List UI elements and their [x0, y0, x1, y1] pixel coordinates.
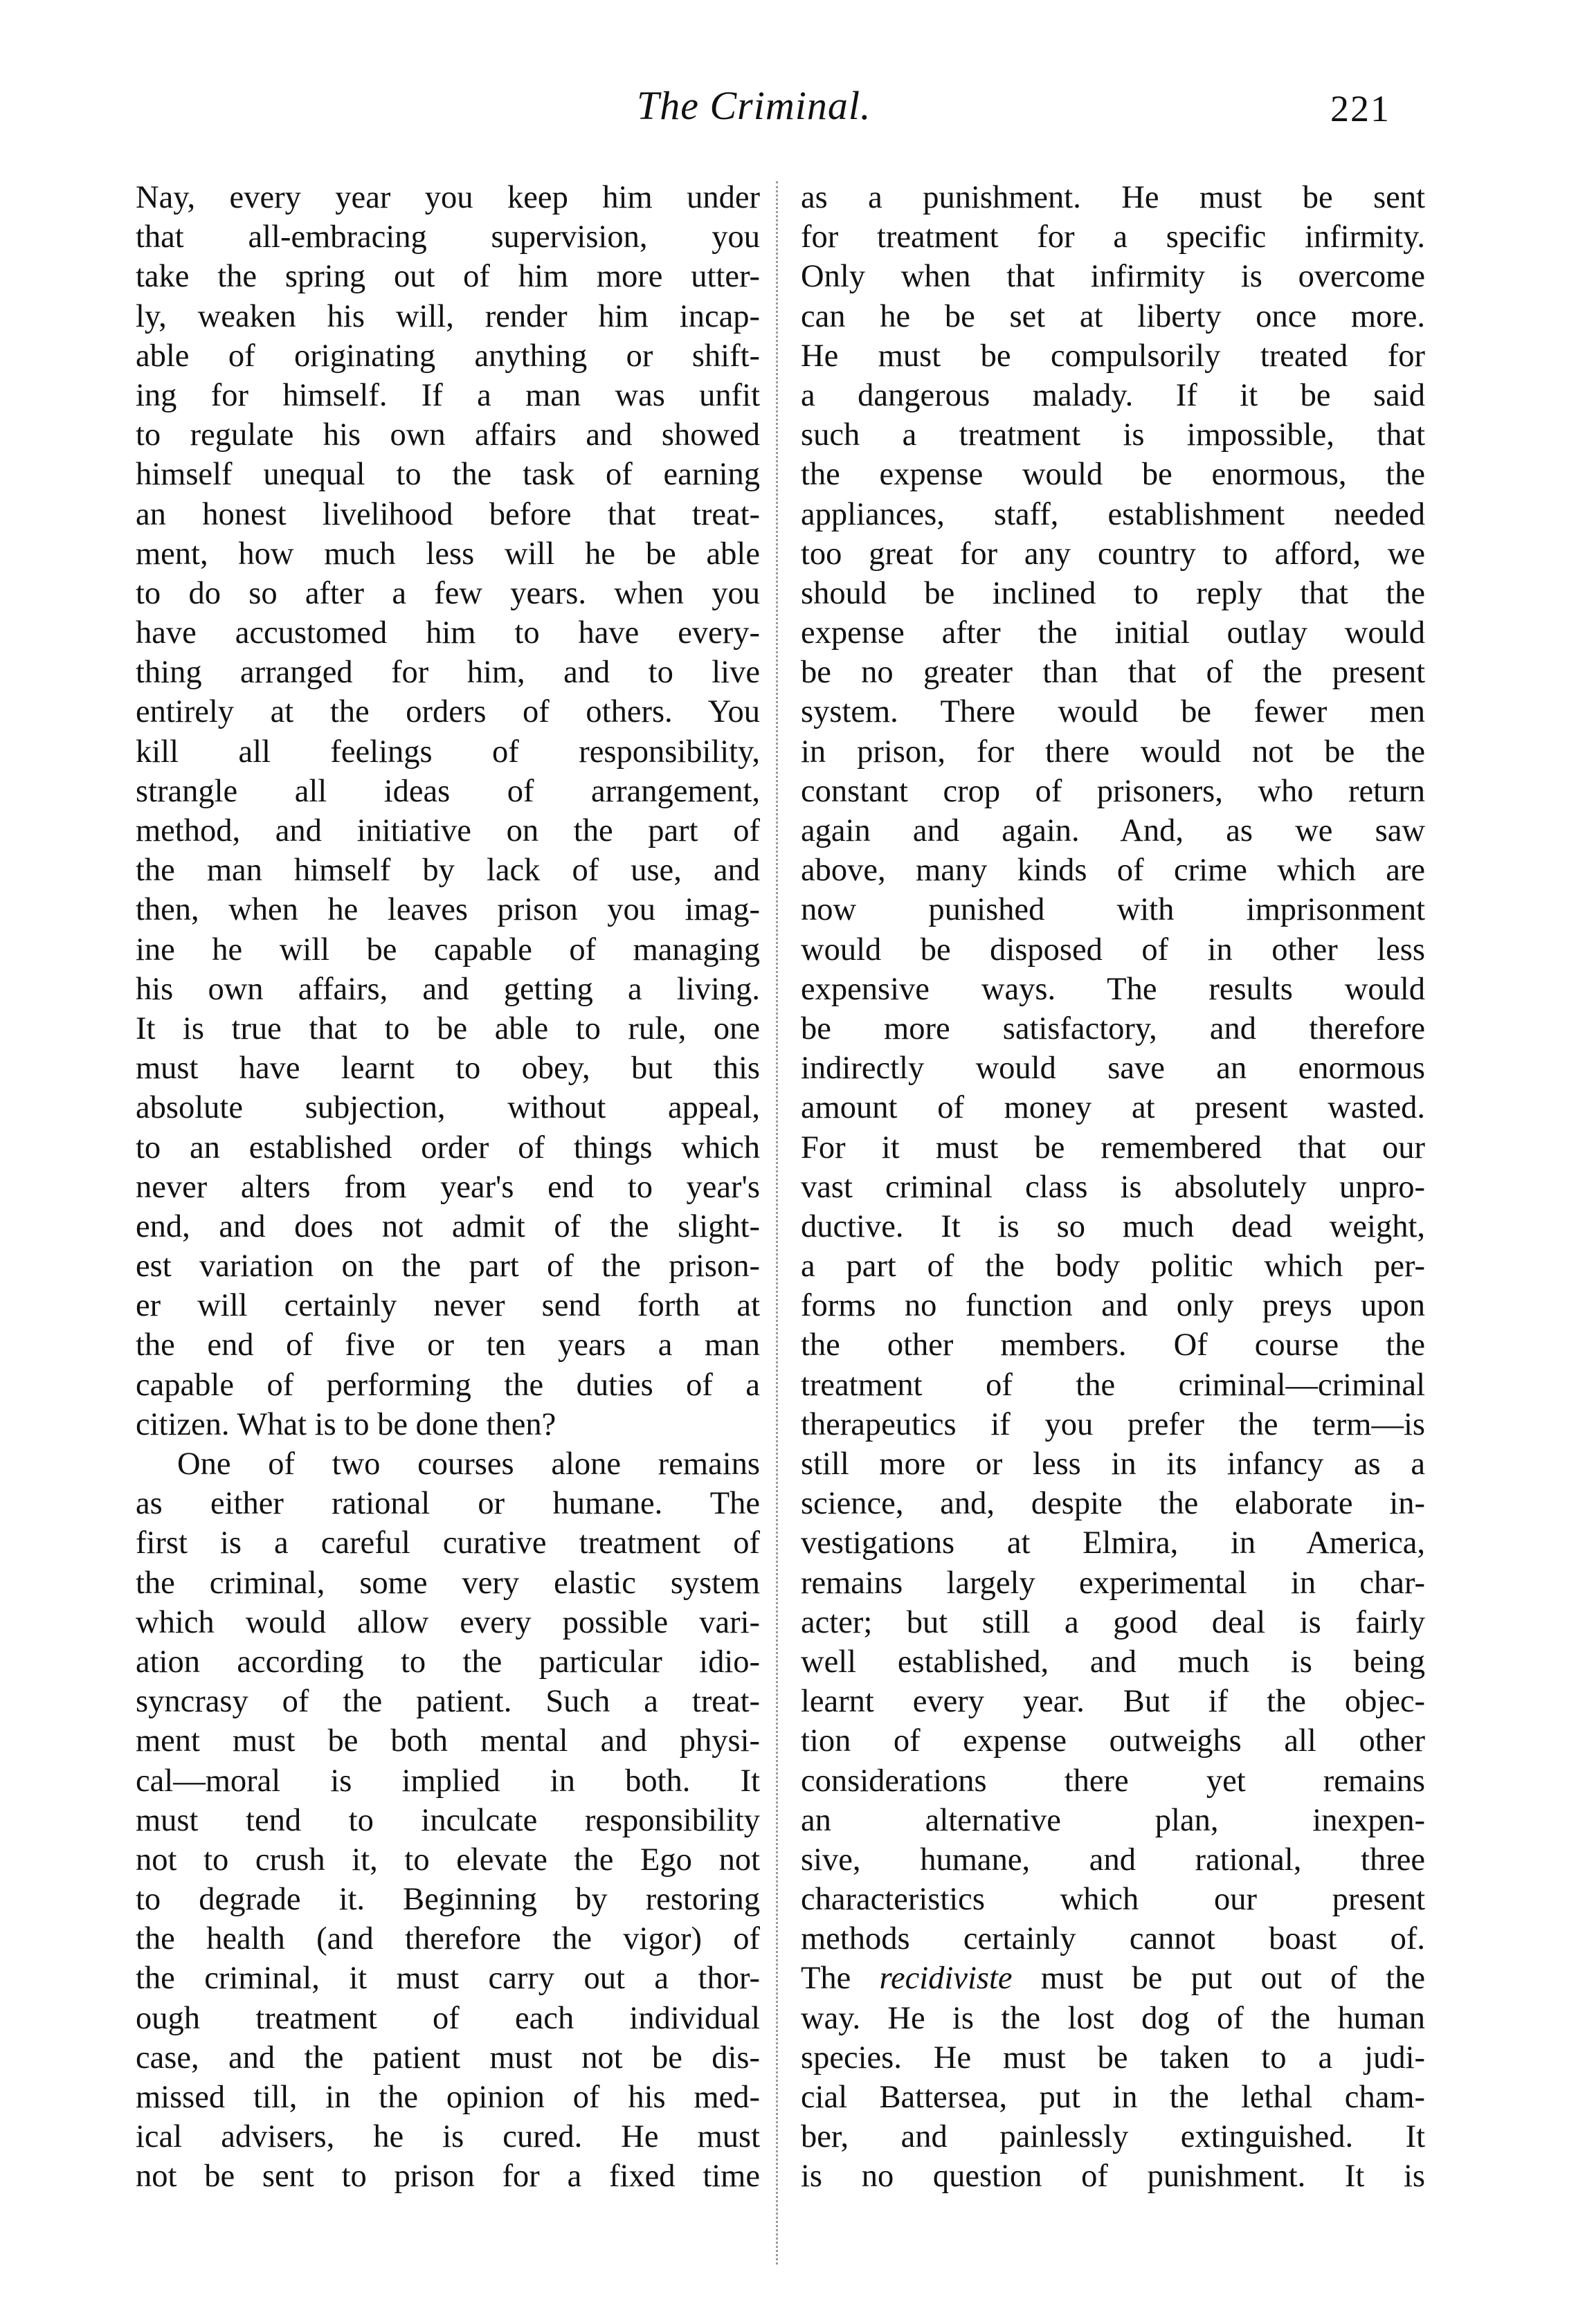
text-line: For it must be remembered that our [801, 1129, 1425, 1165]
text-line: learnt every year. But if the objec- [801, 1684, 1425, 1720]
text-line: which would allow every possible vari- [136, 1604, 760, 1640]
text-line: ment, how much less will he be able [136, 536, 760, 572]
text-line: forms no function and only preys upon [801, 1288, 1425, 1324]
text-line: entirely at the orders of others. You [136, 694, 760, 730]
text-line: ductive. It is so much dead weight, [801, 1208, 1425, 1244]
text-line: sive, humane, and rational, three [801, 1842, 1425, 1878]
text-line: the other members. Of course the [801, 1327, 1425, 1363]
text-line: first is a careful curative treatment of [136, 1525, 760, 1561]
text-line: in prison, for there would not be the [801, 734, 1425, 770]
text-line: an alternative plan, inexpen- [801, 1802, 1425, 1838]
text-line: that all-embracing supervision, you [136, 219, 760, 255]
text-line: to degrade it. Beginning by restoring [136, 1882, 760, 1918]
text-line: absolute subjection, without appeal, [136, 1090, 760, 1126]
text-line: kill all feelings of responsibility, [136, 734, 760, 770]
page-number: 221 [1330, 88, 1391, 129]
text-line: not to crush it, to elevate the Ego not [136, 1842, 760, 1878]
italic-word: recidiviste [879, 1961, 1013, 1997]
text-line: a dangerous malady. If it be said [801, 377, 1425, 413]
text-line: species. He must be taken to a judi- [801, 2040, 1425, 2076]
text-line: himself unequal to the task of earning [136, 457, 760, 493]
text-line: able of originating anything or shift- [136, 338, 760, 374]
text-line: characteristics which our present [801, 1882, 1425, 1918]
text-line: as a punishment. He must be sent [801, 180, 1425, 215]
text-line: too great for any country to afford, we [801, 536, 1425, 572]
text-line: above, many kinds of crime which are [801, 853, 1425, 889]
text-line: considerations there yet remains [801, 1763, 1425, 1799]
text-line: est variation on the part of the prison- [136, 1249, 760, 1284]
text-line: as either rational or humane. The [136, 1486, 760, 1522]
text-line: a part of the body politic which per- [801, 1249, 1425, 1284]
text-line: thing arranged for him, and to live [136, 655, 760, 691]
text-line: to an established order of things which [136, 1129, 760, 1165]
text-line: cial Battersea, put in the lethal cham- [801, 2080, 1425, 2115]
text-line: still more or less in its infancy as a [801, 1446, 1425, 1482]
text-line: ough treatment of each individual [136, 2000, 760, 2036]
text-line: an honest livelihood before that treat- [136, 496, 760, 532]
text-line: way. He is the lost dog of the human [801, 2000, 1425, 2036]
text-line: missed till, in the opinion of his med- [136, 2080, 760, 2115]
text-line: case, and the patient must not be dis- [136, 2040, 760, 2076]
text-line: be no greater than that of the present [801, 655, 1425, 691]
text-line: One of two courses alone remains [177, 1446, 760, 1482]
text-line: take the spring out of him more utter- [136, 259, 760, 295]
text-line: the man himself by lack of use, and [136, 853, 760, 889]
running-title: The Criminal. [637, 83, 871, 128]
text-line: well established, and much is being [801, 1644, 1425, 1680]
text-line: ing for himself. If a man was unfit [136, 377, 760, 413]
text-line: not be sent to prison for a fixed time [136, 2159, 760, 2195]
text-line: the health (and therefore the vigor) of [136, 1921, 760, 1957]
text-line: acter; but still a good deal is fairly [801, 1604, 1425, 1640]
text-line: ine he will be capable of managing [136, 932, 760, 968]
text-line: vestigations at Elmira, in America, [801, 1525, 1425, 1561]
text-line: the criminal, it must carry out a thor- [136, 1961, 760, 1997]
left-column [136, 178, 760, 2197]
text-line: indirectly would save an enormous [801, 1051, 1425, 1087]
text-line: appliances, staff, establishment needed [801, 496, 1425, 532]
text-line: strangle all ideas of arrangement, [136, 773, 760, 809]
text-line: expensive ways. The results would [801, 971, 1425, 1007]
text-line: citizen. What is to be done then? [136, 1406, 556, 1442]
text-line: amount of money at present wasted. [801, 1090, 1425, 1126]
text-line: should be inclined to reply that the [801, 575, 1425, 611]
text-line: can he be set at liberty once more. [801, 298, 1425, 334]
page-header [0, 82, 1576, 137]
right-column [801, 178, 1425, 2197]
text-line-mixed [801, 1959, 1425, 1998]
text-fragment: must be put out of the [1012, 1961, 1425, 1997]
text-line: the expense would be enormous, the [801, 457, 1425, 493]
text-line: ly, weaken his will, render him incap- [136, 298, 760, 334]
text-line: constant crop of prisoners, who return [801, 773, 1425, 809]
text-line: system. There would be fewer men [801, 694, 1425, 730]
text-line: be more satisfactory, and therefore [801, 1010, 1425, 1046]
text-line: vast criminal class is absolutely unpro- [801, 1169, 1425, 1205]
text-line: such a treatment is impossible, that [801, 417, 1425, 453]
text-line: treatment of the criminal—criminal [801, 1367, 1425, 1403]
text-line: the criminal, some very elastic system [136, 1565, 760, 1601]
text-line: He must be compulsorily treated for [801, 338, 1425, 374]
text-line: the end of five or ten years a man [136, 1327, 760, 1363]
text-line: must tend to inculcate responsibility [136, 1802, 760, 1838]
text-line: never alters from year's end to year's [136, 1169, 760, 1205]
text-line: science, and, despite the elaborate in- [801, 1486, 1425, 1522]
text-line: then, when he leaves prison you imag- [136, 892, 760, 928]
text-line: Only when that infirmity is overcome [801, 259, 1425, 295]
text-line: to regulate his own affairs and showed [136, 417, 760, 453]
text-line: to do so after a few years. when you [136, 575, 760, 611]
text-fragment: The [801, 1961, 880, 1997]
text-line: is no question of punishment. It is [801, 2159, 1425, 2195]
text-line: end, and does not admit of the slight- [136, 1208, 760, 1244]
text-line: would be disposed of in other less [801, 932, 1425, 968]
text-line: capable of performing the duties of a [136, 1367, 760, 1403]
text-line: tion of expense outweighs all other [801, 1723, 1425, 1759]
text-line: remains largely experimental in char- [801, 1565, 1425, 1601]
text-line: have accustomed him to have every- [136, 615, 760, 651]
text-line: must have learnt to obey, but this [136, 1051, 760, 1087]
text-line: his own affairs, and getting a living. [136, 971, 760, 1007]
text-line: cal—moral is implied in both. It [136, 1763, 760, 1799]
text-line: ber, and painlessly extinguished. It [801, 2119, 1425, 2155]
text-line: Nay, every year you keep him under [136, 180, 760, 215]
text-line: syncrasy of the patient. Such a treat- [136, 1684, 760, 1720]
text-line: ment must be both mental and physi- [136, 1723, 760, 1759]
text-line: therapeutics if you prefer the term—is [801, 1406, 1425, 1442]
text-line: ical advisers, he is cured. He must [136, 2119, 760, 2155]
column-divider [776, 181, 778, 2264]
text-line: ation according to the particular idio- [136, 1644, 760, 1680]
text-line: It is true that to be able to rule, one [136, 1010, 760, 1046]
text-line: methods certainly cannot boast of. [801, 1921, 1425, 1957]
text-line: expense after the initial outlay would [801, 615, 1425, 651]
text-line: for treatment for a specific infirmity. [801, 219, 1425, 255]
text-line: method, and initiative on the part of [136, 813, 760, 848]
text-line: er will certainly never send forth at [136, 1288, 760, 1324]
text-line: again and again. And, as we saw [801, 813, 1425, 848]
text-line: now punished with imprisonment [801, 892, 1425, 928]
